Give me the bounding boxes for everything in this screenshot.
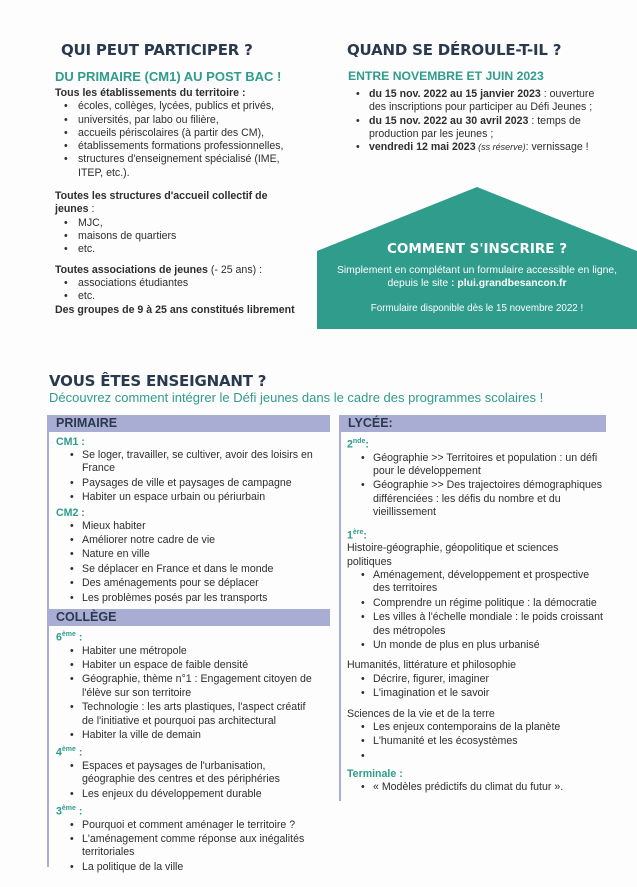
list-item: • Paysages de ville et paysages de campagne — [56, 477, 318, 490]
list-item: • Décrire, figurer, imaginer — [347, 673, 605, 686]
list-item: • Habiter la ville de demain — [56, 729, 316, 742]
list-item: • Nature en ville — [56, 548, 318, 561]
list-item: • Habiter une métropole — [56, 645, 316, 658]
level-3eme-list — [56, 819, 316, 875]
hggsp-heading: Histoire-géographie, géopolitique et sciences politiques — [347, 542, 559, 568]
hlp-list — [347, 673, 605, 701]
lycee-content — [347, 435, 605, 795]
terminale-list — [347, 781, 605, 794]
teacher-subtitle: Découvrez comment intégrer le Défi jeunes dans le cadre des programmes scolaires ! — [49, 390, 544, 405]
who-title: QUI PEUT PARTICIPER ? — [61, 41, 253, 59]
level-1ere-label: 1ère: — [347, 528, 367, 542]
list-item: • associations étudiantes — [55, 277, 320, 290]
list-item: • Les enjeux contemporains de la planète — [347, 721, 605, 734]
group2-head: Toutes les structures d'accueil collectif de jeunes : — [55, 190, 268, 216]
svt-list — [347, 721, 605, 763]
signup-title: COMMENT S'INSCRIRE ? — [386, 241, 568, 257]
list-item: • Des aménagements pour se déplacer — [56, 577, 318, 590]
hggsp-list — [347, 569, 605, 652]
list-item: • du 15 nov. 2022 au 30 avril 2023 : temps de production par les jeunes ; — [349, 115, 609, 142]
list-item: • etc. — [55, 243, 320, 256]
list-item: • Les enjeux du développement durable — [56, 788, 316, 801]
list-item: • Aménagement, développement et prospective des territoires — [347, 569, 605, 596]
terminale-label: Terminale : — [347, 767, 403, 780]
list-item: • Habiter un espace urbain ou périurbain — [56, 491, 318, 504]
list-item: • Mieux habiter — [56, 520, 318, 533]
signup-text: Simplement en complétant un formulaire accessible en ligne, depuis le site : plui.grandbesancon.fr — [336, 265, 618, 290]
list-item: • Géographie >> Territoires et population : un défi pour le développement — [347, 452, 605, 479]
list-item: • L'humanité et les écosystèmes — [347, 735, 605, 748]
level-3eme-label: 3ème : — [56, 805, 83, 818]
teacher-title: VOUS ÊTES ENSEIGNANT ? — [49, 372, 267, 390]
list-item: • établissements formations professionnelles, — [55, 140, 320, 153]
college-content — [56, 628, 316, 875]
cm2-list — [56, 520, 318, 605]
signup-note: Formulaire disponible dès le 15 novembre 2022 ! — [370, 303, 584, 314]
list-item: • structures d'enseignement spécialisé (IME, ITEP, etc.). — [55, 153, 283, 180]
cm1-list — [56, 449, 318, 505]
list-item: • Les problèmes posés par les transports — [56, 592, 318, 605]
right-column-rule — [339, 415, 341, 801]
list-item: • du 15 nov. 2022 au 15 janvier 2023 : ouverture des inscriptions pour participer au Défi Jeunes ; — [349, 88, 609, 115]
list-item: • universités, par labo ou filière, — [55, 114, 320, 127]
when-title: QUAND SE DÉROULE-T-IL ? — [347, 41, 562, 59]
list-item: • Géographie >> Des trajectoires démographiques différenciées : les défis du nombre et du vieillissement — [347, 479, 605, 519]
group1-head: Tous les établissements du territoire : — [55, 87, 246, 99]
list-item: • L'imagination et le savoir — [347, 687, 605, 700]
when-list — [349, 88, 609, 154]
list-item: • Technologie : les arts plastiques, l'aspect créatif de l'initiative et pourquoi pas architectural — [56, 701, 316, 728]
level-2nde-list — [347, 452, 605, 520]
left-column-rule — [47, 415, 49, 867]
closing-line: Des groupes de 9 à 25 ans constitués librement — [55, 304, 295, 317]
list-item — [347, 750, 605, 763]
list-item: • Pourquoi et comment aménager le territoire ? — [56, 819, 316, 832]
list-item: • « Modèles prédictifs du climat du futur ». — [347, 781, 605, 794]
list-item: • écoles, collèges, lycées, publics et privés, — [55, 100, 320, 113]
list-item: • Un monde de plus en plus urbanisé — [347, 639, 605, 652]
list-item: • maisons de quartiers — [55, 230, 320, 243]
signup-site-link[interactable]: : plui.grandbesancon.fr — [451, 278, 567, 290]
level-6eme-label: 6ème : — [56, 631, 83, 644]
primaire-band: PRIMAIRE — [48, 415, 330, 432]
college-band: COLLÈGE — [48, 609, 330, 626]
group1-list — [55, 100, 320, 180]
list-item: • MJC, — [55, 217, 320, 230]
level-4eme-list — [56, 760, 316, 801]
svt-heading: Sciences de la vie et de la terre — [347, 707, 495, 720]
list-item: • Améliorer notre cadre de vie — [56, 534, 318, 547]
level-6eme-list — [56, 645, 316, 743]
list-item: • etc. — [55, 290, 320, 303]
level-2nde-label: 2nde: — [347, 438, 369, 451]
list-item: • Se déplacer en France et dans le monde — [56, 563, 318, 576]
list-item: • Habiter un espace de faible densité — [56, 659, 316, 672]
list-item: • accueils périscolaires (à partir des CM), — [55, 127, 320, 140]
cm1-label: CM1 : — [56, 436, 85, 448]
when-subtitle: ENTRE NOVEMBRE ET JUIN 2023 — [348, 69, 544, 83]
who-list-block — [55, 87, 320, 318]
list-item: • L'aménagement comme réponse aux inégalités territoriales — [56, 833, 316, 860]
group3-head: Toutes associations de jeunes (- 25 ans) : — [55, 263, 263, 276]
cm2-label: CM2 : — [56, 506, 85, 519]
level-4eme-label: 4ème : — [56, 746, 83, 759]
hlp-heading: Humanités, littérature et philosophie — [347, 659, 517, 672]
list-item: • Les villes à l'échelle mondiale : le poids croissant des métropoles — [347, 611, 605, 638]
group3-list — [55, 277, 320, 304]
list-item: • Géographie, thème n°1 : Engagement citoyen de l'élève sur son territoire — [56, 673, 316, 700]
list-item: • vendredi 12 mai 2023 (ss réserve): vernissage ! — [349, 141, 609, 154]
group2-list — [55, 217, 320, 257]
list-item: • Comprendre un régime politique : la démocratie — [347, 597, 605, 610]
list-item: • Espaces et paysages de l'urbanisation, géographie des centres et des périphéries — [56, 760, 316, 787]
who-subtitle: DU PRIMAIRE (CM1) AU POST BAC ! — [55, 69, 282, 84]
primaire-content — [56, 435, 318, 606]
list-item: • La politique de la ville — [56, 861, 316, 874]
list-item: • Se loger, travailler, se cultiver, avoir des loisirs en France — [56, 449, 318, 476]
lycee-band: LYCÉE: — [340, 415, 606, 432]
